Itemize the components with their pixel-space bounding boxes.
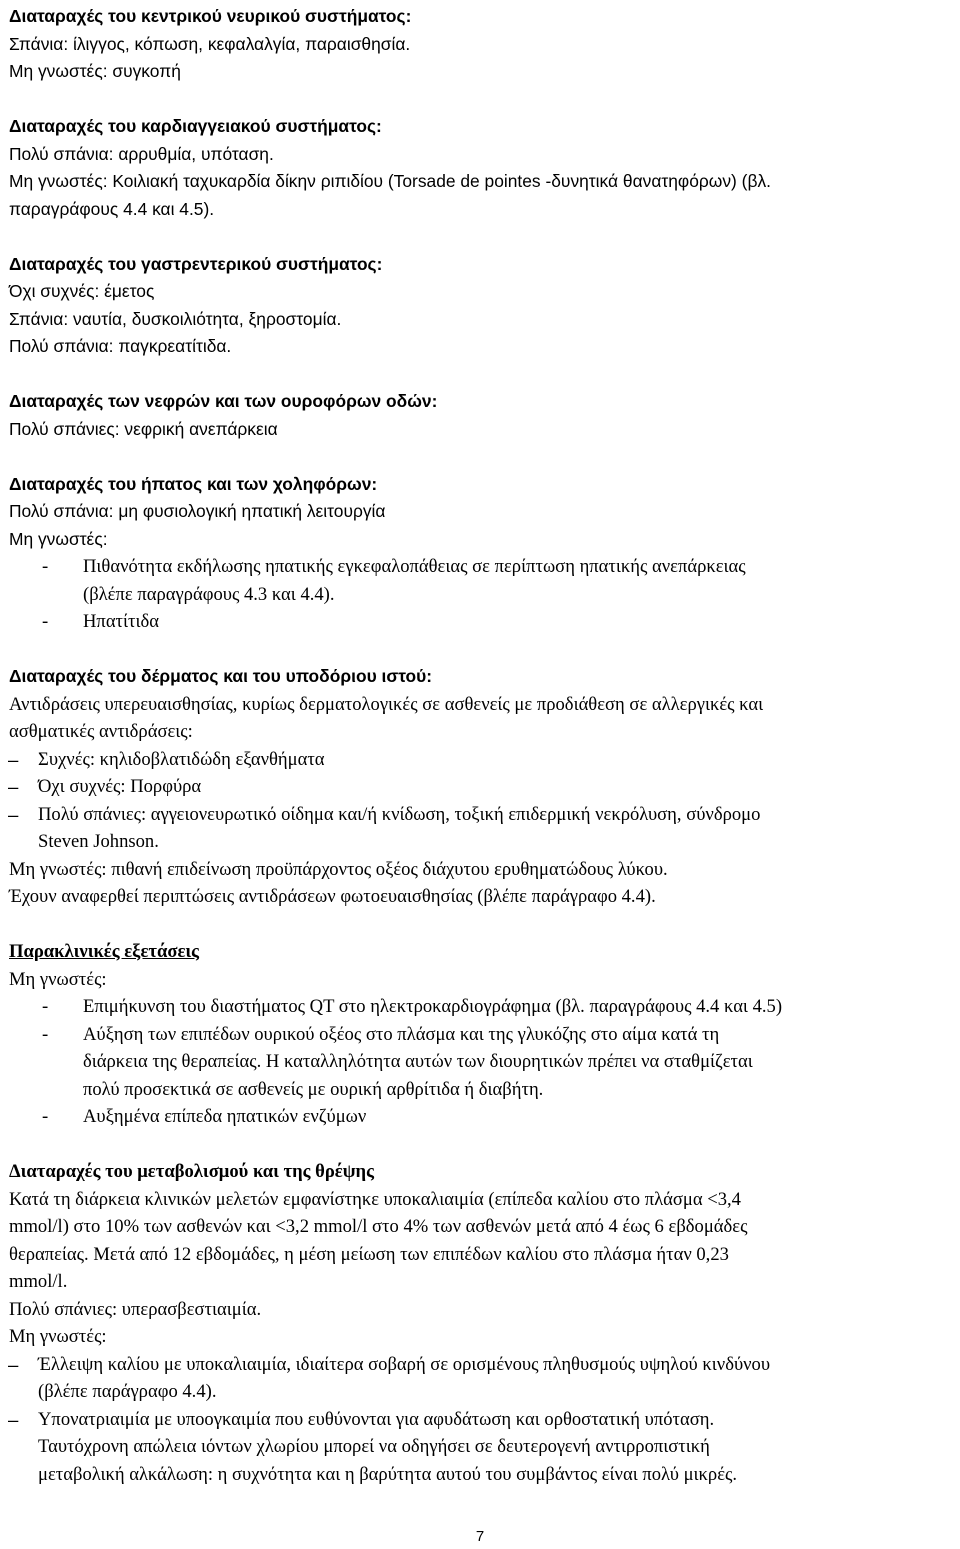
spacer (9, 86, 954, 114)
spacer (9, 223, 954, 251)
list-item (9, 1406, 954, 1434)
spacer (9, 911, 954, 939)
gastro-line: Πολύ σπάνια: παγκρεατίτιδα. (9, 336, 232, 356)
skin-line: Έχουν αναφερθεί περιπτώσεις αντιδράσεων φωτοευαισθησίας (βλέπε παράγραφο 4.4). (9, 886, 656, 907)
list-item-continuation: μεταβολική αλκάλωση: η συχνότητα και η βαρύτητα αυτού του συμβάντος είναι πολύ μικρές. (38, 1463, 738, 1485)
gastro-line: Σπάνια: ναυτία, δυσκοιλιότητα, ξηροστομία. (9, 308, 342, 329)
list-item-continuation: Ταυτόχρονη απώλεια ιόντων χλωρίου μπορεί να οδηγήσει σε δευτερογενή αντιρροπιστική (38, 1436, 710, 1457)
skin-heading: Διαταραχές του δέρματος και του υποδόριου ιστού: (9, 666, 433, 686)
spacer (9, 636, 954, 664)
list-item (9, 773, 954, 801)
list-item-text: Υπονατριαιμία με υποογκαιμία που ευθύνονται για αφυδάτωση και ορθοστατική υπόταση. (38, 1408, 715, 1430)
list-item-text: Έλλειψη καλίου με υποκαλιαιμία, ιδιαίτερα σοβαρή σε ορισμένους πληθυσμούς υψηλού κινδύνου (38, 1353, 771, 1375)
lab-heading: Παρακλινικές εξετάσεις (9, 941, 200, 962)
list-item (9, 993, 954, 1021)
cns-heading: Διαταραχές του κεντρικού νευρικού συστήματος: (9, 6, 412, 26)
gastro-line: Όχι συχνές: έμετος (9, 281, 155, 301)
list-item (9, 801, 954, 829)
metab-line: Πολύ σπάνιες: υπερασβεστιαιμία. (9, 1298, 262, 1320)
cardio-line: Πολύ σπάνια: αρρυθμία, υπόταση. (9, 143, 274, 164)
metab-line: Μη γνωστές: (9, 1326, 107, 1347)
list-item-text: Πολύ σπάνιες: αγγειονευρωτικό οίδημα και/ή κνίδωση, τοξική επιδερμική νεκρόλυση, σύνδρομο (38, 803, 761, 825)
list-item (9, 1103, 954, 1131)
list-item-continuation: διάρκεια της θεραπείας. Η καταλληλότητα αυτών των διουρητικών πρέπει να σταθμίζεται (83, 1051, 753, 1072)
list-item (9, 746, 954, 774)
renal-heading: Διαταραχές των νεφρών και των ουροφόρων οδών: (9, 391, 438, 411)
dash-marker: – (8, 803, 19, 825)
list-item-text: Πιθανότητα εκδήλωσης ηπατικής εγκεφαλοπάθειας σε περίπτωση ηπατικής ανεπάρκειας (83, 556, 746, 577)
spacer (9, 361, 954, 389)
lab-line: Μη γνωστές: (9, 968, 107, 990)
hepatic-line: Μη γνωστές: (9, 528, 108, 549)
list-item (9, 1021, 954, 1049)
cardio-heading: Διαταραχές του καρδιαγγειακού συστήματος: (9, 116, 382, 136)
dash-marker: – (8, 748, 19, 770)
cardio-line: παραγράφους 4.4 και 4.5). (9, 198, 215, 219)
skin-line: Μη γνωστές: πιθανή επιδείνωση προϋπάρχοντος οξέος διάχυτου ερυθηματώδους λύκου. (9, 858, 668, 880)
list-item-text: Αυξημένα επίπεδα ηπατικών ενζύμων (83, 1106, 367, 1127)
list-item-text: Ηπατίτιδα (83, 611, 160, 632)
list-item-text: Επιμήκυνση του διαστήματος QT στο ηλεκτροκαρδιογράφημα (βλ. παραγράφους 4.4 και 4.5) (83, 996, 783, 1017)
metab-heading: Διαταραχές του μεταβολισμού και της θρέψης (9, 1161, 374, 1182)
metab-line: mmol/l. (9, 1271, 68, 1292)
skin-line: ασθματικές αντιδράσεις: (9, 721, 193, 742)
dash-marker: - (42, 1106, 49, 1127)
document-body (9, 3, 954, 1488)
dash-marker: – (8, 776, 19, 797)
list-item-text: Συχνές: κηλιδοβλατιδώδη εξανθήματα (38, 748, 325, 770)
list-item-text: Αύξηση των επιπέδων ουρικού οξέος στο πλάσμα και της γλυκόζης στο αίμα κατά τη (83, 1023, 720, 1045)
list-item-text: Όχι συχνές: Πορφύρα (38, 776, 202, 797)
list-item-continuation: πολύ προσεκτικά σε ασθενείς με ουρική αρθρίτιδα ή διαβήτη. (83, 1078, 544, 1100)
hepatic-heading: Διαταραχές του ήπατος και των χοληφόρων: (9, 473, 378, 494)
dash-marker: - (42, 996, 49, 1017)
metab-line: mmol/l) στο 10% των ασθενών και <3,2 mmol/l στο 4% των ασθενών μετά από 4 έως 6 εβδομάδες (9, 1216, 748, 1237)
dash-marker: – (8, 1408, 19, 1430)
dash-marker: - (42, 556, 49, 577)
list-item-continuation: Steven Johnson. (38, 831, 159, 852)
metab-line: θεραπείας. Μετά από 12 εβδομάδες, η μέση μείωση των επιπέδων καλίου στο πλάσμα ήταν 0,23 (9, 1243, 729, 1265)
spacer (9, 1131, 954, 1159)
page-number: 7 (475, 1528, 485, 1545)
list-item (9, 1351, 954, 1379)
dash-marker: – (8, 1353, 19, 1375)
list-item (9, 553, 954, 581)
dash-marker: - (42, 611, 49, 632)
list-item (9, 608, 954, 636)
hepatic-line: Πολύ σπάνια: μη φυσιολογική ηπατική λειτουργία (9, 501, 386, 521)
dash-marker: - (42, 1023, 49, 1045)
cardio-line: Μη γνωστές: Κοιλιακή ταχυκαρδία δίκην ριπιδίου (Torsade de pointes -δυνητικά θανατηφόρων) (βλ. (9, 171, 771, 191)
list-item-continuation: (βλέπε παραγράφους 4.3 και 4.4). (83, 583, 335, 605)
renal-line: Πολύ σπάνιες: νεφρική ανεπάρκεια (9, 418, 278, 439)
cns-line: Μη γνωστές: συγκοπή (9, 61, 181, 81)
cns-line: Σπάνια: ίλιγγος, κόπωση, κεφαλαλγία, παραισθησία. (9, 33, 411, 54)
spacer (9, 443, 954, 471)
metab-line: Κατά τη διάρκεια κλινικών μελετών εμφανίστηκε υποκαλιαιμία (επίπεδα καλίου στο πλάσμα <3,4 (9, 1188, 741, 1210)
list-item-continuation: (βλέπε παράγραφο 4.4). (38, 1381, 217, 1402)
gastro-heading: Διαταραχές του γαστρεντερικού συστήματος: (9, 253, 383, 274)
skin-line: Αντιδράσεις υπερευαισθησίας, κυρίως δερματολογικές σε ασθενείς με προδιάθεση σε αλλεργικές και (9, 693, 764, 715)
